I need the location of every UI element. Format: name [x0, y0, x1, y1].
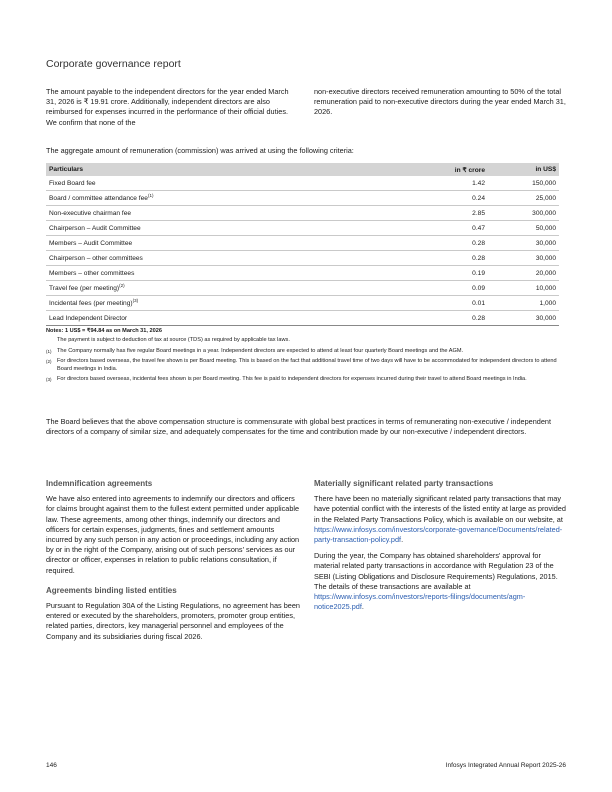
table-row	[46, 266, 559, 281]
note-item	[46, 337, 559, 344]
row-usd: 25,000	[488, 191, 559, 206]
intro-right-paragraph: non-executive directors received remuneration amounting to 50% of the total remuneration paid to non-executive directors during the year ended March 31, 2026.	[314, 87, 566, 117]
note-text: For directors based overseas, the travel fee shown is per Board meeting. This is based on the fact that additional travel time of two days will have to be accommodated for independent directors to attend Board meetings in India.	[57, 358, 557, 372]
row-usd: 30,000	[488, 236, 559, 251]
row-usd: 10,000	[488, 281, 559, 296]
table-row	[46, 281, 559, 296]
row-footnote: (1)	[147, 193, 154, 199]
shareholder-approval-text: During the year, the Company has obtained shareholders' approval for material related party transactions in accordance with Regulation 23 of the SEBI (Listing Obligations and Disclosure Requirements) Regulations, 2015. The details of these transactions are available at	[314, 551, 558, 591]
table-row	[46, 236, 559, 251]
row-usd: 150,000	[488, 176, 559, 191]
row-crore: 0.28	[402, 251, 488, 266]
table-row	[46, 311, 559, 326]
related-party-text: There have been no materially significant related party transactions that may have potential conflict with the interests of the listed entity at large as provided in the Related Party Transactions Policy, which is available on our website, at	[314, 494, 566, 524]
row-label: Non-executive chairman fee	[49, 210, 132, 218]
remuneration-table	[46, 163, 559, 326]
row-crore: 2.85	[402, 206, 488, 221]
agm-notice-link[interactable]: https://www.infosys.com/investors/reports-filings/documents/agm-notice2025.pdf	[314, 592, 526, 612]
row-crore: 0.28	[402, 236, 488, 251]
agreements-paragraph: Pursuant to Regulation 30A of the Listing Regulations, no agreement has been entered or executed by the shareholders, promoters, promoter group entities, related parties, directors, key managerial personnel and employees of the Company and its subsidiaries during fiscal 2026.	[46, 601, 300, 641]
note-item	[46, 376, 559, 383]
note-text: For directors based overseas, incidental fees shown is per Board meeting. This fee is paid to independent directors for expenses incurred during their travel to attend Board meetings in India.	[57, 376, 527, 383]
row-label: Incidental fees (per meeting)	[49, 300, 133, 308]
note-item	[46, 348, 559, 355]
note-marker: (1)	[46, 348, 52, 354]
related-party-paragraph: There have been no materially significant related party transactions that may have potential conflict with the interests of the listed entity at large as provided in the Related Party Transactions Policy, which is available on our website, at https://www.infosys.com/investors/corporate-governance/Documents/related-party-transaction-policy.pdf.	[314, 494, 566, 545]
header-particulars: Particulars	[46, 163, 402, 176]
row-usd: 30,000	[488, 251, 559, 266]
row-usd: 300,000	[488, 206, 559, 221]
row-crore: 0.47	[402, 221, 488, 236]
notes-heading: Notes: 1 US$ = ₹94.84 as on March 31, 2026	[46, 328, 162, 334]
note-text: The payment is subject to deduction of tax at source (TDS) as required by applicable tax laws.	[57, 337, 290, 344]
row-usd: 1,000	[488, 296, 559, 311]
row-usd: 50,000	[488, 221, 559, 236]
row-label: Fixed Board fee	[49, 180, 96, 188]
report-title-footer: Infosys Integrated Annual Report 2025-26	[445, 762, 566, 769]
indemnification-paragraph: We have also entered into agreements to indemnify our directors and officers for claims brought against them to the fullest extent permitted under applicable law. These agreements, among other things, indemnify our directors and officers for certain expenses, judgments, fines and settlement amounts incurred by any such person in any action or proceedings, including any action by or in the right of the Company, arising out of such persons' services as our director or officer, expenses in relation to public relations consultation, if required.	[46, 494, 300, 575]
note-marker: (3)	[46, 377, 52, 383]
board-paragraph: The Board believes that the above compensation structure is commensurate with global best practices in terms of remunerating non-executive / independent directors of a company of similar size, and adequately compensates for the time and contribution made by our non-executive / independent directors.	[46, 417, 551, 437]
policy-link[interactable]: https://www.infosys.com/investors/corporate-governance/Documents/related-party-transaction-policy.pdf	[314, 524, 563, 545]
row-crore: 0.01	[402, 296, 488, 311]
table-row	[46, 296, 559, 311]
intro-left-paragraph: The amount payable to the independent directors for the year ended March 31, 2026 is ₹ 19.91 crore. Additionally, independent directors are also reimbursed for expenses incurred in the performance of their official duties. We confirm that none of the	[46, 87, 289, 127]
row-footnote: (2)	[119, 283, 125, 289]
criteria-text: The aggregate amount of remuneration (commission) was arrived at using the following criteria:	[46, 146, 354, 155]
left-column	[46, 479, 300, 648]
row-crore: 0.09	[402, 281, 488, 296]
right-column	[314, 479, 568, 618]
row-crore: 0.28	[402, 311, 488, 326]
row-label: Members – other committees	[49, 270, 135, 278]
table-row	[46, 251, 559, 266]
row-label: Chairperson – Audit Committee	[49, 225, 141, 233]
row-label: Travel fee (per meeting)	[49, 285, 120, 293]
row-label: Members – Audit Committee	[49, 240, 133, 248]
row-crore: 0.24	[402, 191, 488, 206]
related-party-heading: Materially significant related party transactions	[314, 479, 494, 488]
row-crore: 1.42	[402, 176, 488, 191]
row-crore: 0.19	[402, 266, 488, 281]
table-row	[46, 176, 559, 191]
note-text: The Company normally has five regular Board meetings in a year. Independent directors are expected to attend at least four quarterly Board meetings and the AGM.	[57, 347, 464, 354]
table-row	[46, 221, 559, 236]
table-header-row	[46, 163, 559, 176]
indemnification-heading: Indemnification agreements	[46, 479, 153, 488]
table-row	[46, 191, 559, 206]
row-footnote: (3)	[132, 298, 139, 304]
shareholder-approval-paragraph: During the year, the Company has obtained shareholders' approval for material related party transactions in accordance with Regulation 23 of the SEBI (Listing Obligations and Disclosure Requirements) Regulations, 2015. The details of these transactions are available at https://www.infosys.com/investors/reports-filings/documents/agm-notice2025.pdf.	[314, 551, 558, 612]
row-usd: 20,000	[488, 266, 559, 281]
table-row	[46, 206, 559, 221]
row-usd: 30,000	[488, 311, 559, 326]
agreements-heading: Agreements binding listed entities	[46, 585, 177, 595]
note-marker: (2)	[46, 359, 52, 365]
page-title: Corporate governance report	[46, 58, 181, 70]
header-inr-crore: in ₹ crore	[402, 163, 488, 176]
row-label: Chairperson – other committees	[49, 255, 143, 263]
table-notes	[46, 328, 559, 386]
note-item	[46, 358, 559, 373]
row-label: Lead Independent Director	[49, 315, 128, 323]
page-number: 146	[46, 762, 57, 769]
header-usd: in US$	[488, 163, 559, 176]
row-label: Board / committee attendance fee	[49, 195, 148, 203]
